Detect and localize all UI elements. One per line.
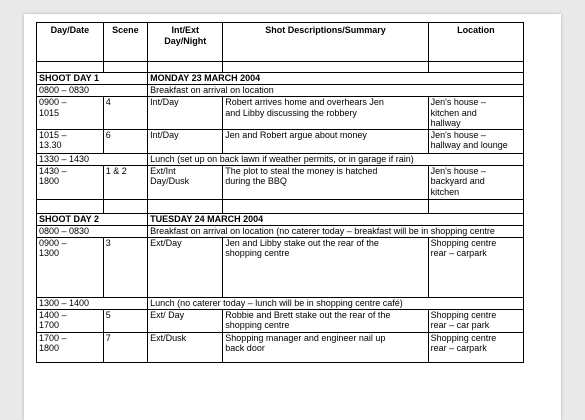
note-cell: Breakfast on arrival on location (no caterer today – breakfast will be in shopping centre (148, 225, 524, 237)
location-cell: Jen's house – hallway and lounge (428, 129, 523, 153)
time-cell: 0900 – 1015 (37, 97, 104, 130)
schedule-note-row (37, 297, 524, 309)
scene-cell: 6 (103, 129, 147, 153)
int-ext-cell: Ext/Int Day/Dusk (148, 165, 223, 199)
scene-cell: 5 (103, 309, 147, 332)
header-row (37, 23, 524, 62)
time-cell: 1300 – 1400 (37, 297, 148, 309)
scene-row (37, 332, 524, 362)
time-cell: 0800 – 0830 (37, 85, 148, 97)
scene-cell: 4 (103, 97, 147, 130)
scene-row (37, 165, 524, 199)
schedule-note-row (37, 85, 524, 97)
spacer-row (37, 62, 524, 73)
shoot-day-row (37, 73, 524, 85)
description-cell: Jen and Robert argue about money (223, 129, 428, 153)
time-cell: 0800 – 0830 (37, 225, 148, 237)
location-cell: Shopping centre rear – carpark (428, 332, 523, 362)
location-cell: Shopping centre rear – carpark (428, 237, 523, 297)
int-ext-cell: Ext/Day (148, 237, 223, 297)
shoot-day-date: TUESDAY 24 MARCH 2004 (148, 213, 524, 225)
scene-cell: 3 (103, 237, 147, 297)
time-cell: 0900 – 1300 (37, 237, 104, 297)
scene-cell: 7 (103, 332, 147, 362)
location-cell: Jen's house – backyard and kitchen (428, 165, 523, 199)
time-cell: 1015 – 13.30 (37, 129, 104, 153)
shoot-day-label: SHOOT DAY 1 (37, 73, 148, 85)
scene-cell: 1 & 2 (103, 165, 147, 199)
description-cell: Shopping manager and engineer nail up back door (223, 332, 428, 362)
schedule-note-row (37, 225, 524, 237)
header-shot-description: Shot Descriptions/Summary (223, 23, 428, 62)
int-ext-cell: Ext/Dusk (148, 332, 223, 362)
schedule-note-row (37, 153, 524, 165)
scene-row (37, 97, 524, 130)
note-cell: Breakfast on arrival on location (148, 85, 524, 97)
shoot-day-row (37, 213, 524, 225)
description-cell: Robert arrives home and overhears Jen and Libby discussing the robbery (223, 97, 428, 130)
shoot-day-date: MONDAY 23 MARCH 2004 (148, 73, 524, 85)
int-ext-cell: Int/Day (148, 129, 223, 153)
shooting-schedule-table (36, 22, 524, 363)
int-ext-cell: Int/Day (148, 97, 223, 130)
description-cell: Jen and Libby stake out the rear of the shopping centre (223, 237, 428, 297)
int-ext-cell: Ext/ Day (148, 309, 223, 332)
note-cell: Lunch (set up on back lawn if weather permits, or in garage if rain) (148, 153, 524, 165)
location-cell: Jen's house – kitchen and hallway (428, 97, 523, 130)
header-int-ext: Int/Ext Day/Night (148, 23, 223, 62)
description-cell: The plot to steal the money is hatched during the BBQ (223, 165, 428, 199)
time-cell: 1330 – 1430 (37, 153, 148, 165)
scene-row (37, 309, 524, 332)
time-cell: 1700 – 1800 (37, 332, 104, 362)
header-day-date: Day/Date (37, 23, 104, 62)
note-cell: Lunch (no caterer today – lunch will be in shopping centre café) (148, 297, 524, 309)
scene-row (37, 237, 524, 297)
time-cell: 1430 – 1800 (37, 165, 104, 199)
location-cell: Shopping centre rear – car park (428, 309, 523, 332)
shoot-day-label: SHOOT DAY 2 (37, 213, 148, 225)
scene-row (37, 129, 524, 153)
header-scene: Scene (103, 23, 147, 62)
header-location: Location (428, 23, 523, 62)
description-cell: Robbie and Brett stake out the rear of the shopping centre (223, 309, 428, 332)
spacer-row (37, 199, 524, 213)
time-cell: 1400 – 1700 (37, 309, 104, 332)
